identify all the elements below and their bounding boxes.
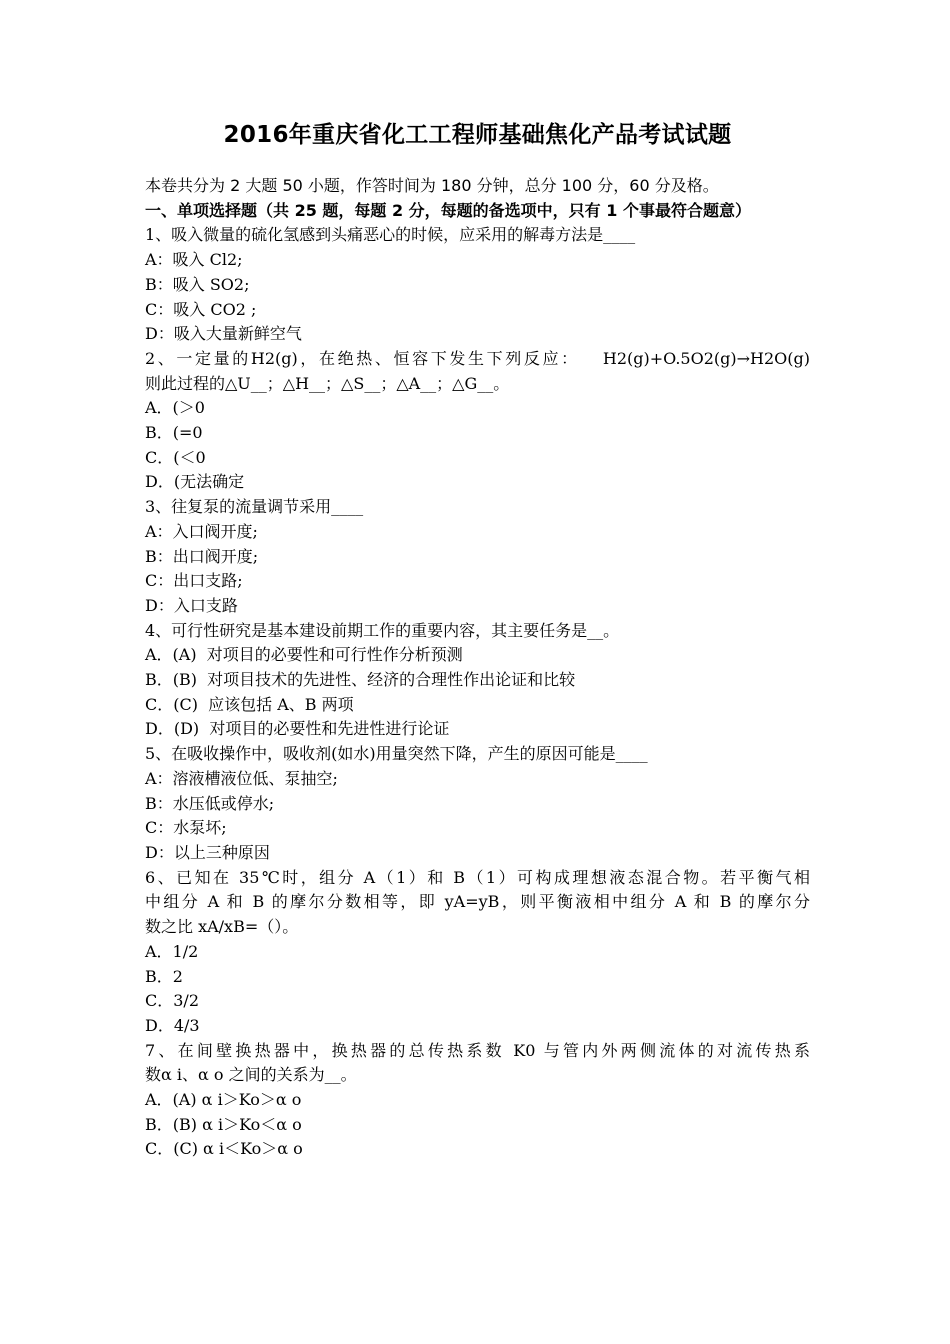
option-c: C．(C) 应该包括 A、B 两项 [145, 694, 354, 714]
option-a: A：溶液槽液位低、泵抽空; [145, 768, 338, 788]
option-c: C：出口支路; [145, 571, 243, 591]
option-d: D：以上三种原因 [145, 842, 270, 862]
question-stem-line-1: 7、在间壁换热器中，换热器的总传热系数 K0 与管内外两侧流体的对流传热系 [145, 1040, 810, 1060]
question-stem: 5、在吸收操作中，吸收剂(如水)用量突然下降，产生的原因可能是____ [145, 744, 648, 764]
question-5 [145, 742, 810, 866]
option-c: C．(＜0 [145, 447, 206, 467]
document-page [145, 120, 810, 1162]
question-stem-line-2: 中组分 A 和 B 的摩尔分数相等，即 yA=yB，则平衡液相中组分 A 和 B 的摩尔分 [145, 892, 810, 912]
option-d: D：吸入大量新鲜空气 [145, 324, 302, 344]
option-b: B．(B) α i＞Ko＜α o [145, 1114, 302, 1134]
question-stem-line-1: 2、一定量的H2(g)，在绝热、恒容下发生下列反应： H2(g)+O.5O2(g)→H2O(g) [145, 348, 810, 368]
option-a: A．(A) 对项目的必要性和可行性作分析预测 [145, 645, 463, 665]
question-3 [145, 495, 810, 619]
option-a: A．(＞0 [145, 398, 205, 418]
option-b: B：出口阀开度; [145, 546, 259, 566]
question-6 [145, 866, 810, 1039]
question-7 [145, 1039, 810, 1163]
option-c: C：水泵坏; [145, 818, 227, 838]
question-2 [145, 347, 810, 495]
option-a: A．1/2 [145, 941, 199, 961]
option-c: C：吸入 CO2 ; [145, 299, 257, 319]
question-stem-line-2: 则此过程的△U__；△H__；△S__；△A__；△G__。 [145, 373, 510, 393]
question-stem-line-3: 数之比 xA/xB=（）。 [145, 917, 299, 937]
exam-intro: 本卷共分为 2 大题 50 小题，作答时间为 180 分钟，总分 100 分，60 分及格。 [145, 176, 719, 195]
document-title: 2016年重庆省化工工程师基础焦化产品考试试题 [223, 122, 732, 148]
option-d: D．(无法确定 [145, 472, 245, 492]
option-b: B．(B) 对项目技术的先进性、经济的合理性作出论证和比较 [145, 670, 576, 690]
question-4 [145, 619, 810, 743]
option-b: B：吸入 SO2; [145, 274, 250, 294]
option-b: B．(=0 [145, 423, 203, 443]
question-stem: 1、吸入微量的硫化氢感到头痛恶心的时候，应采用的解毒方法是____ [145, 225, 636, 245]
option-c: C．3/2 [145, 991, 199, 1011]
option-b: B：水压低或停水; [145, 793, 275, 813]
question-1 [145, 223, 810, 347]
option-d: D：入口支路 [145, 595, 238, 615]
option-d: D．4/3 [145, 1015, 200, 1035]
option-d: D．(D) 对项目的必要性和先进性进行论证 [145, 719, 450, 739]
option-a: A：入口阀开度; [145, 521, 258, 541]
option-b: B．2 [145, 966, 183, 986]
question-stem: 3、往复泵的流量调节采用____ [145, 497, 364, 517]
section-heading: 一、单项选择题（共 25 题，每题 2 分，每题的备选项中，只有 1 个事最符合题意） [145, 200, 751, 220]
question-stem-line-1: 6、已知在 35℃时，组分 A（1）和 B（1）可构成理想液态混合物。若平衡气相 [145, 867, 810, 887]
question-stem-line-2: 数α i、α o 之间的关系为__。 [145, 1065, 357, 1085]
question-stem: 4、可行性研究是基本建设前期工作的重要内容，其主要任务是__。 [145, 620, 620, 640]
option-c: C．(C) α i＜Ko＞α o [145, 1139, 303, 1159]
option-a: A．(A) α i＞Ko＞α o [145, 1090, 302, 1110]
option-a: A：吸入 Cl2; [145, 250, 243, 270]
